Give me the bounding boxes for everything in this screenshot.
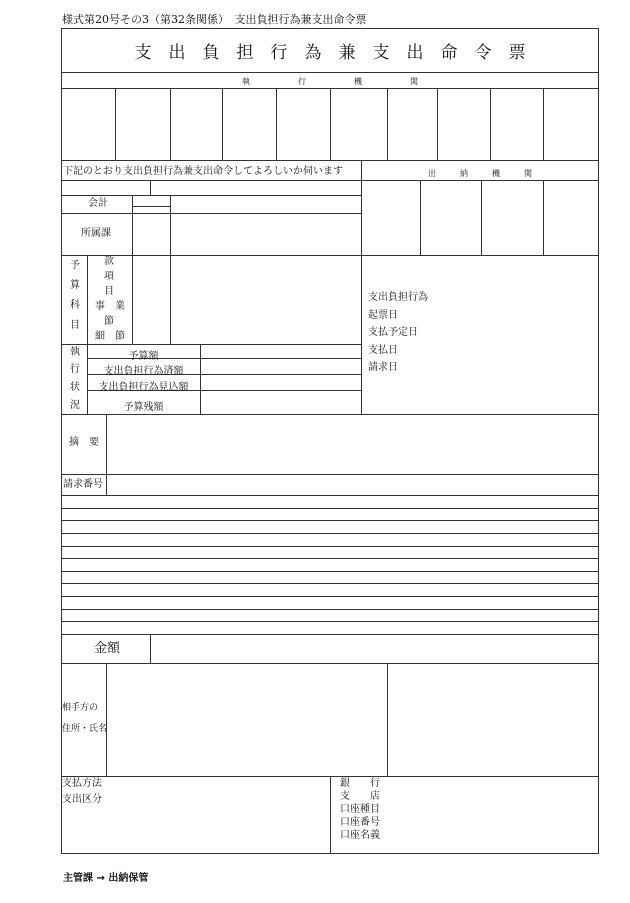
form-header: 様式第20号その3（第32条関係） 支出負担行為兼支出命令票 bbox=[62, 13, 367, 26]
budget-vertical-1: 予 bbox=[70, 260, 80, 271]
payee-label-2: 住所・氏名 bbox=[62, 724, 108, 734]
budget-jigyou: 事 業 bbox=[95, 301, 125, 312]
status-budget: 予算額 bbox=[128, 351, 159, 362]
budget-kou: 項 bbox=[104, 271, 114, 282]
payee-label-1: 相手方の bbox=[62, 703, 99, 713]
budget-vertical-4: 目 bbox=[70, 320, 80, 331]
form-title: 支 出 負 担 行 為 兼 支 出 命 令 票 bbox=[134, 43, 526, 63]
date-label-request: 請求日 bbox=[368, 362, 398, 373]
date-label-commitment: 支出負担行為 bbox=[368, 292, 428, 303]
exec-org-label: 執 行 機 関 bbox=[242, 77, 418, 86]
payment-class-label: 支出区分 bbox=[62, 794, 102, 805]
status-vertical-3: 状 bbox=[70, 382, 80, 393]
summary-label: 摘 要 bbox=[69, 437, 99, 448]
account-type-label: 口座種目 bbox=[340, 804, 380, 815]
status-vertical-1: 執 bbox=[70, 347, 80, 358]
budget-kan: 款 bbox=[104, 256, 114, 267]
budget-moku: 目 bbox=[104, 286, 114, 297]
status-committed: 支出負担行為済額 bbox=[103, 366, 184, 377]
account-holder-label: 口座名義 bbox=[340, 830, 380, 841]
request-text: 下記のとおり支出負担行為兼支出命令してよろしいか伺います bbox=[63, 166, 343, 177]
date-label-scheduled: 支払予定日 bbox=[368, 327, 418, 338]
bank-label: 銀 行 bbox=[340, 778, 380, 789]
date-label-payment: 支払日 bbox=[368, 345, 398, 356]
invoice-label: 請求番号 bbox=[63, 479, 103, 490]
department-label: 所属課 bbox=[81, 228, 111, 239]
budget-vertical-2: 算 bbox=[70, 280, 80, 291]
treasury-label: 出 納 機 関 bbox=[428, 169, 532, 178]
budget-setsu: 節 bbox=[104, 316, 114, 327]
date-label-draft: 起票日 bbox=[368, 310, 398, 321]
budget-vertical-3: 科 bbox=[70, 300, 80, 311]
status-vertical-4: 況 bbox=[70, 400, 80, 411]
status-expected: 支出負担行為見込額 bbox=[98, 382, 189, 393]
status-vertical-2: 行 bbox=[70, 364, 80, 375]
account-number-label: 口座番号 bbox=[340, 817, 380, 828]
account-label: 会計 bbox=[88, 198, 108, 209]
branch-label: 支 店 bbox=[340, 791, 380, 802]
status-remaining: 予算残額 bbox=[123, 402, 164, 413]
amount-label: 金額 bbox=[94, 641, 121, 656]
payment-method-label: 支払方法 bbox=[62, 778, 102, 789]
budget-saisetsu: 細 節 bbox=[95, 331, 125, 342]
footer-note: 主管課 → 出納保管 bbox=[63, 873, 149, 884]
